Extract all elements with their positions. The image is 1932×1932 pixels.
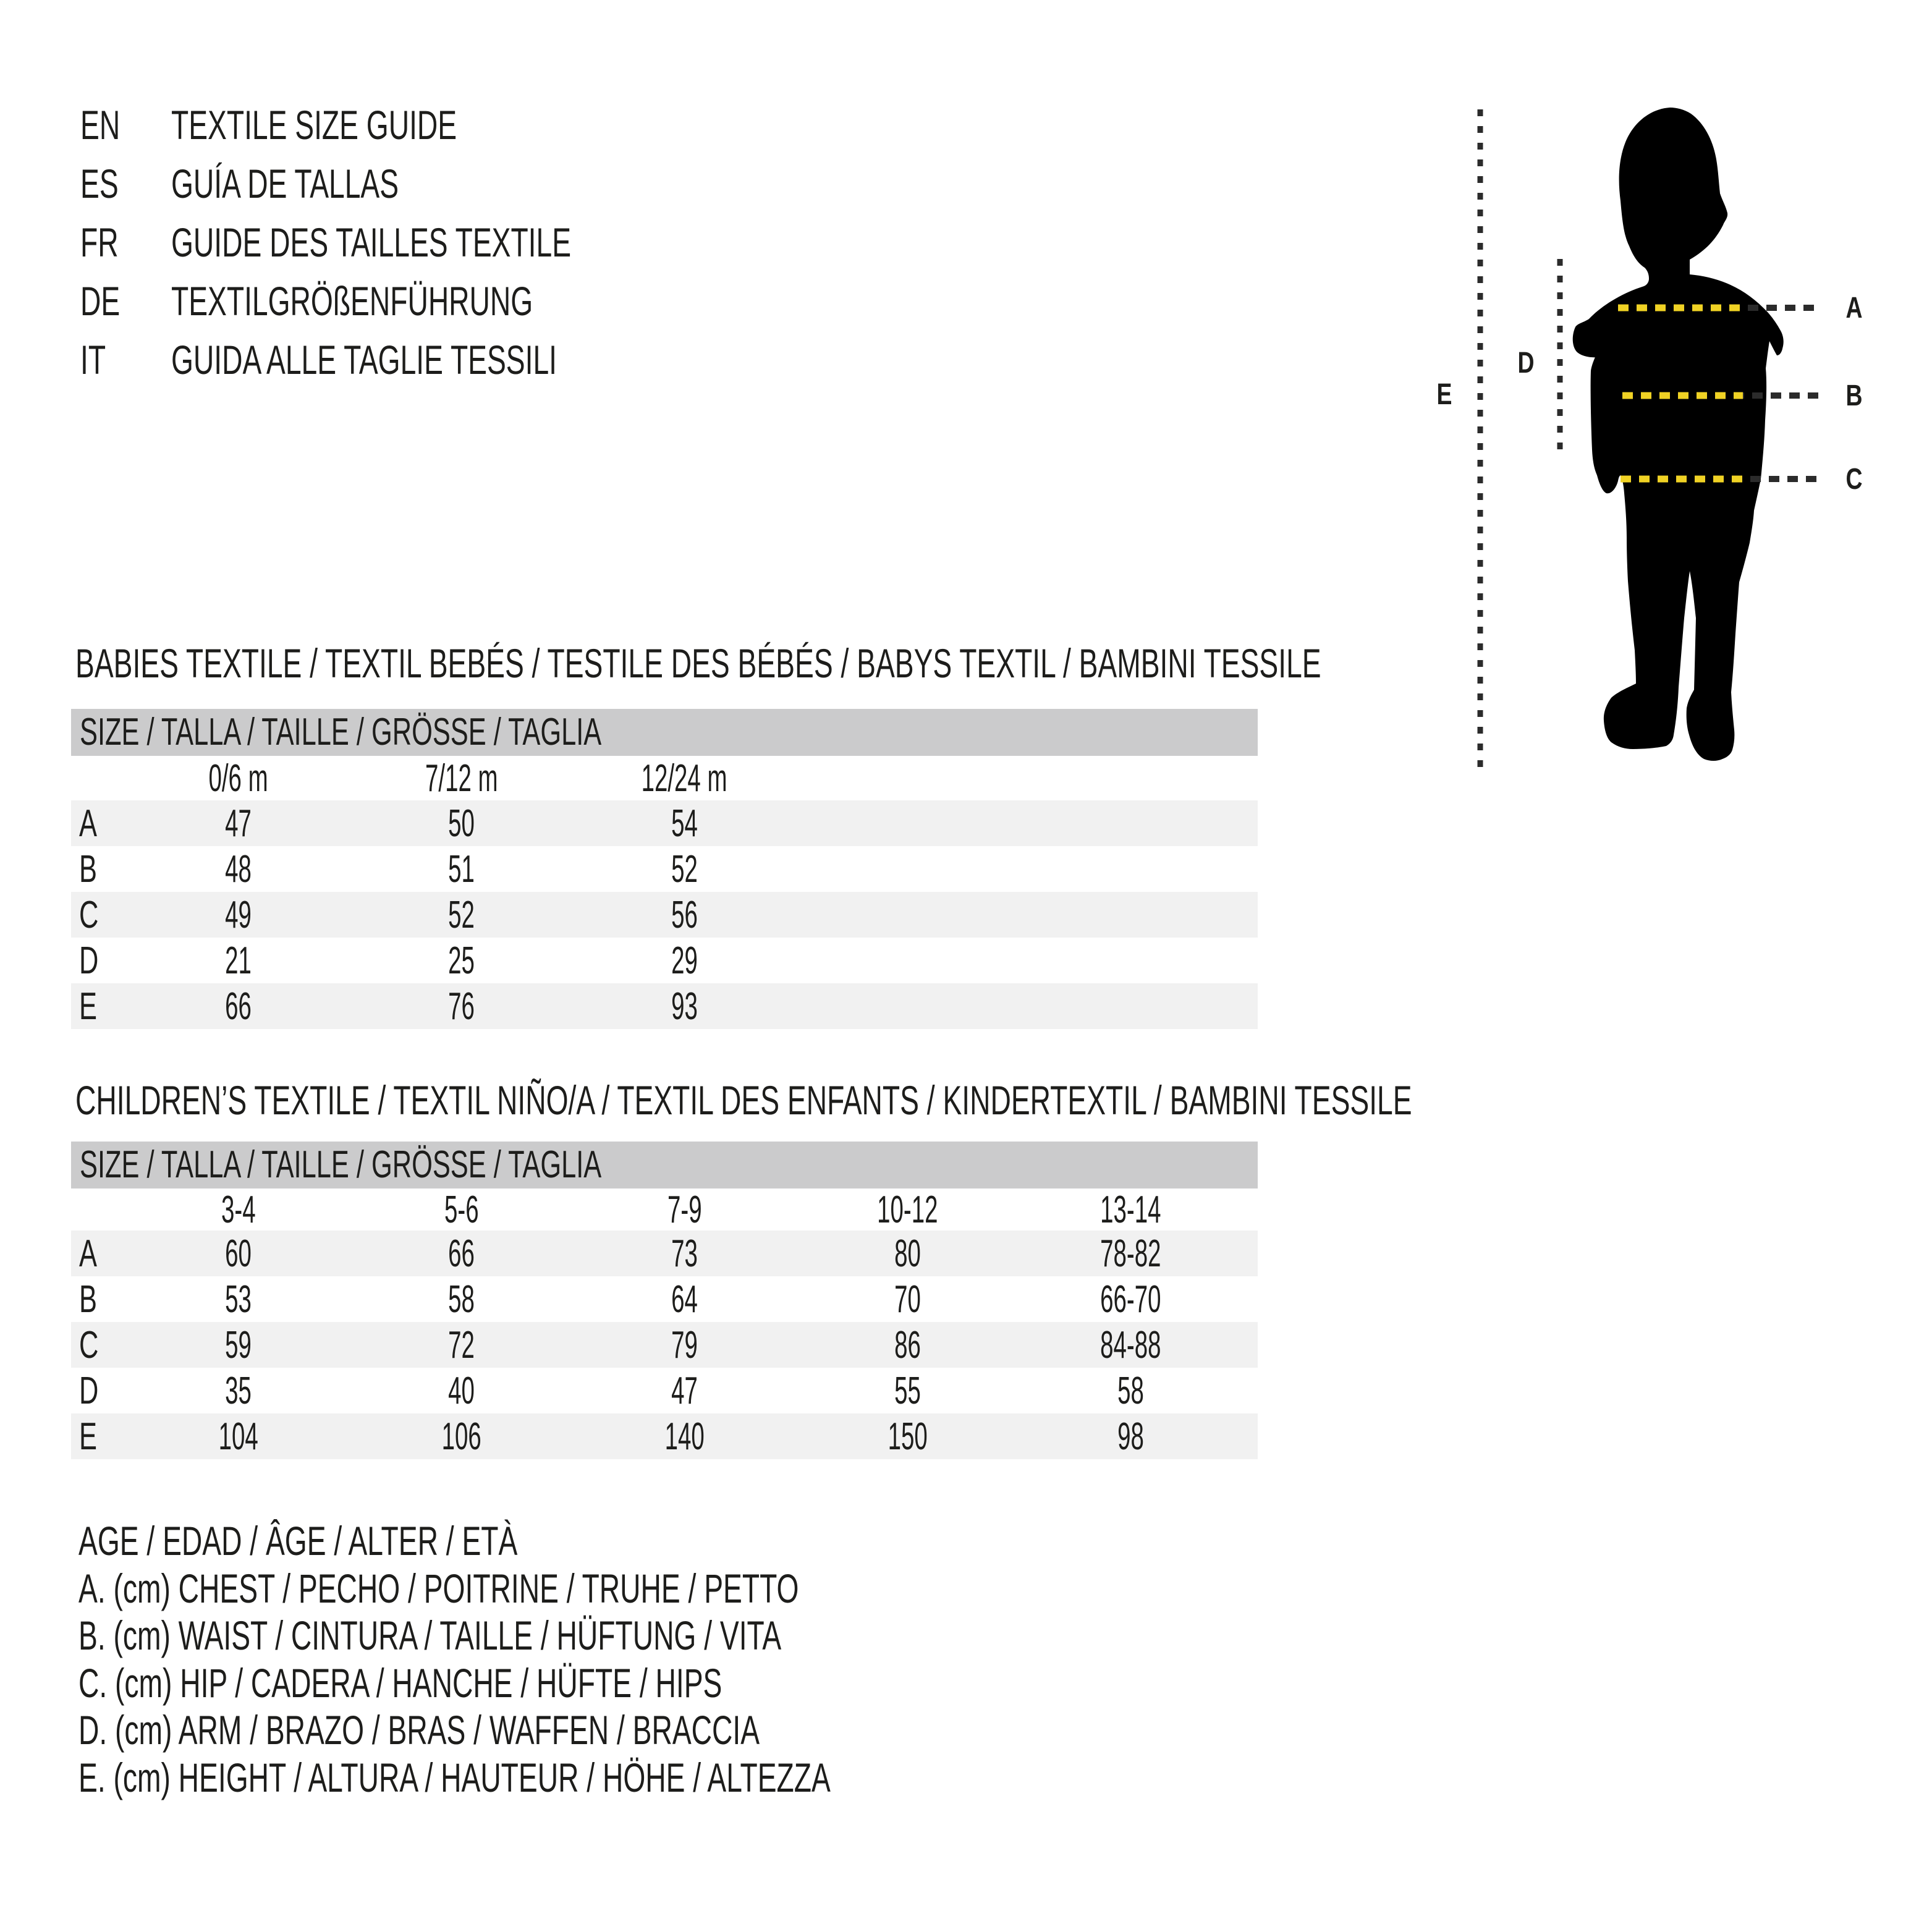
row-label: E xyxy=(79,1415,97,1458)
table-row: A 47 50 54 xyxy=(71,800,1258,846)
language-code: EN xyxy=(80,102,121,148)
table-row: B 53 58 64 70 66-70 xyxy=(79,1277,1161,1321)
babies-size-header-bar: SIZE / TALLA / TAILLE / GRÖSSE / TAGLIA xyxy=(71,709,1258,756)
legend-age: AGE / EDAD / ÂGE / ALTER / ETÀ xyxy=(78,1518,518,1564)
row-label: A xyxy=(79,1232,97,1275)
row-label: A xyxy=(79,802,97,845)
table-row: D 21 25 29 xyxy=(79,939,698,982)
table-row: E 104 106 140 150 98 xyxy=(71,1413,1258,1459)
children-column-headers xyxy=(71,1188,1258,1231)
table-row: C 59 72 79 86 84-88 xyxy=(71,1322,1258,1368)
legend-arm: D. (cm) ARM / BRAZO / BRAS / WAFFEN / BRACCIA xyxy=(78,1707,760,1753)
legend-chest: A. (cm) CHEST / PECHO / POITRINE / TRUHE / PETTO xyxy=(78,1565,799,1611)
table-row: D 35 40 47 55 58 xyxy=(79,1369,1144,1412)
column-header: 13-14 xyxy=(1100,1188,1161,1231)
row-label: C xyxy=(79,893,99,936)
legend-hip: C. (cm) HIP / CADERA / HANCHE / HÜFTE / HIPS xyxy=(78,1659,722,1706)
measurement-figure xyxy=(1421,74,1932,803)
language-title: GUIDE DES TAILLES TEXTILE xyxy=(171,219,572,265)
children-table xyxy=(71,1142,1258,1459)
row-label: B xyxy=(79,847,97,891)
table-row: B 48 51 52 xyxy=(79,847,698,891)
row-label: B xyxy=(79,1277,97,1321)
column-header: 12/24 m xyxy=(642,756,727,800)
language-title: TEXTILE SIZE GUIDE xyxy=(171,102,457,148)
language-code: FR xyxy=(80,219,119,265)
label-waist-b: B xyxy=(1845,379,1863,413)
row-label: E xyxy=(79,985,97,1028)
table-row: E 66 76 93 xyxy=(71,983,1258,1029)
babies-table xyxy=(71,709,1258,1029)
table-row: C 49 52 56 xyxy=(71,892,1258,938)
column-header: 5-6 xyxy=(444,1188,479,1231)
babies-column-headers xyxy=(71,756,1258,800)
column-header: 3-4 xyxy=(221,1188,256,1231)
language-title: GUÍA DE TALLAS xyxy=(171,161,399,206)
row-label: D xyxy=(79,1369,99,1412)
child-silhouette-diagram xyxy=(1421,74,1932,803)
label-hip-c: C xyxy=(1845,462,1863,496)
children-size-header-bar: SIZE / TALLA / TAILLE / GRÖSSE / TAGLIA xyxy=(71,1142,1258,1188)
column-header: 0/6 m xyxy=(208,756,268,800)
column-header: 10-12 xyxy=(877,1188,938,1231)
table-row: A 60 66 73 80 78-82 xyxy=(71,1231,1258,1276)
measurement-legend xyxy=(78,1517,1153,1801)
language-title: GUIDA ALLE TAGLIE TESSILI xyxy=(171,337,557,383)
language-code: IT xyxy=(80,337,106,383)
legend-height: E. (cm) HEIGHT / ALTURA / HAUTEUR / HÖHE / ALTEZZA xyxy=(78,1754,831,1800)
legend-waist: B. (cm) WAIST / CINTURA / TAILLE / HÜFTUNG / VITA xyxy=(78,1612,782,1658)
babies-heading: BABIES TEXTILE / TEXTIL BEBÉS / TESTILE DES BÉBÉS / BABYS TEXTIL / BAMBINI TESSILE xyxy=(75,640,1321,686)
language-code: DE xyxy=(80,278,121,324)
language-title: TEXTILGRÖßENFÜHRUNG xyxy=(171,278,533,324)
row-label: C xyxy=(79,1323,99,1366)
label-arm-d: D xyxy=(1517,346,1535,380)
column-header: 7/12 m xyxy=(425,756,498,800)
label-height-e: E xyxy=(1436,378,1452,412)
row-label: D xyxy=(79,939,99,982)
language-code: ES xyxy=(80,161,119,206)
label-chest-a: A xyxy=(1845,291,1863,325)
column-header: 7-9 xyxy=(667,1188,702,1231)
children-heading: CHILDREN’S TEXTILE / TEXTIL NIÑO/A / TEXTIL DES ENFANTS / KINDERTEXTIL / BAMBINI TESSILE xyxy=(75,1077,1412,1123)
